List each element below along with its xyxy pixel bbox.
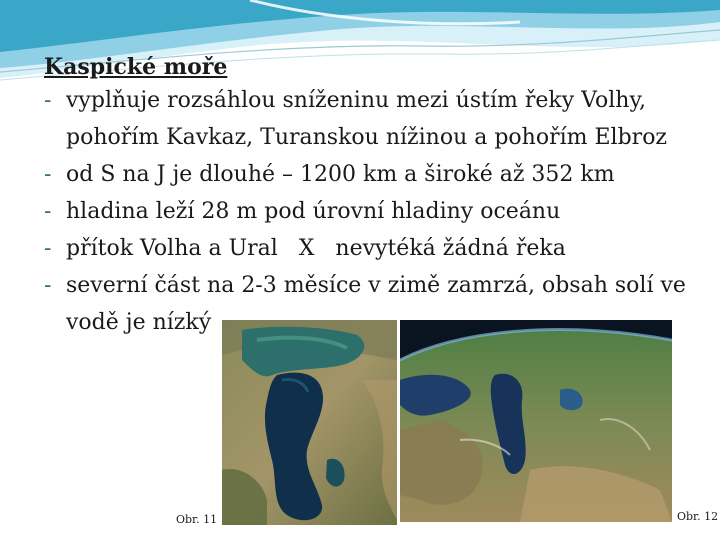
globe-caspian-region-image (400, 320, 672, 522)
bullet-item (44, 230, 704, 267)
slide-heading: Kaspické moře (44, 54, 228, 80)
bullet-item (44, 82, 704, 156)
bullet-item (44, 156, 704, 193)
bullet-text: přítok Volha a Ural X nevytéká žádná řeka (66, 236, 566, 261)
bullet-text: severní část na 2-3 měsíce v zimě zamrzá, obsah solí ve vodě je nízký (66, 273, 686, 335)
bullet-text: hladina leží 28 m pod úrovní hladiny oceánu (66, 199, 561, 224)
bullet-marker: - (44, 162, 52, 187)
bullet-marker: - (44, 236, 52, 261)
satellite-caspian-sea-image (222, 320, 397, 525)
bullet-item (44, 193, 704, 230)
image-caption-left: Obr. 11 (176, 513, 218, 526)
bullet-marker: - (44, 199, 52, 224)
bullet-text: od S na J je dlouhé – 1200 km a široké až 352 km (66, 162, 615, 187)
bullet-marker: - (44, 88, 52, 113)
bullet-list (44, 82, 704, 341)
slide-content (44, 52, 704, 341)
bullet-text: vyplňuje rozsáhlou sníženinu mezi ústím řeky Volhy, pohořím Kavkaz, Turanskou nížinou a pohořím Elbroz (66, 88, 668, 150)
image-caption-right: Obr. 12 (677, 510, 719, 523)
bullet-marker: - (44, 273, 52, 298)
